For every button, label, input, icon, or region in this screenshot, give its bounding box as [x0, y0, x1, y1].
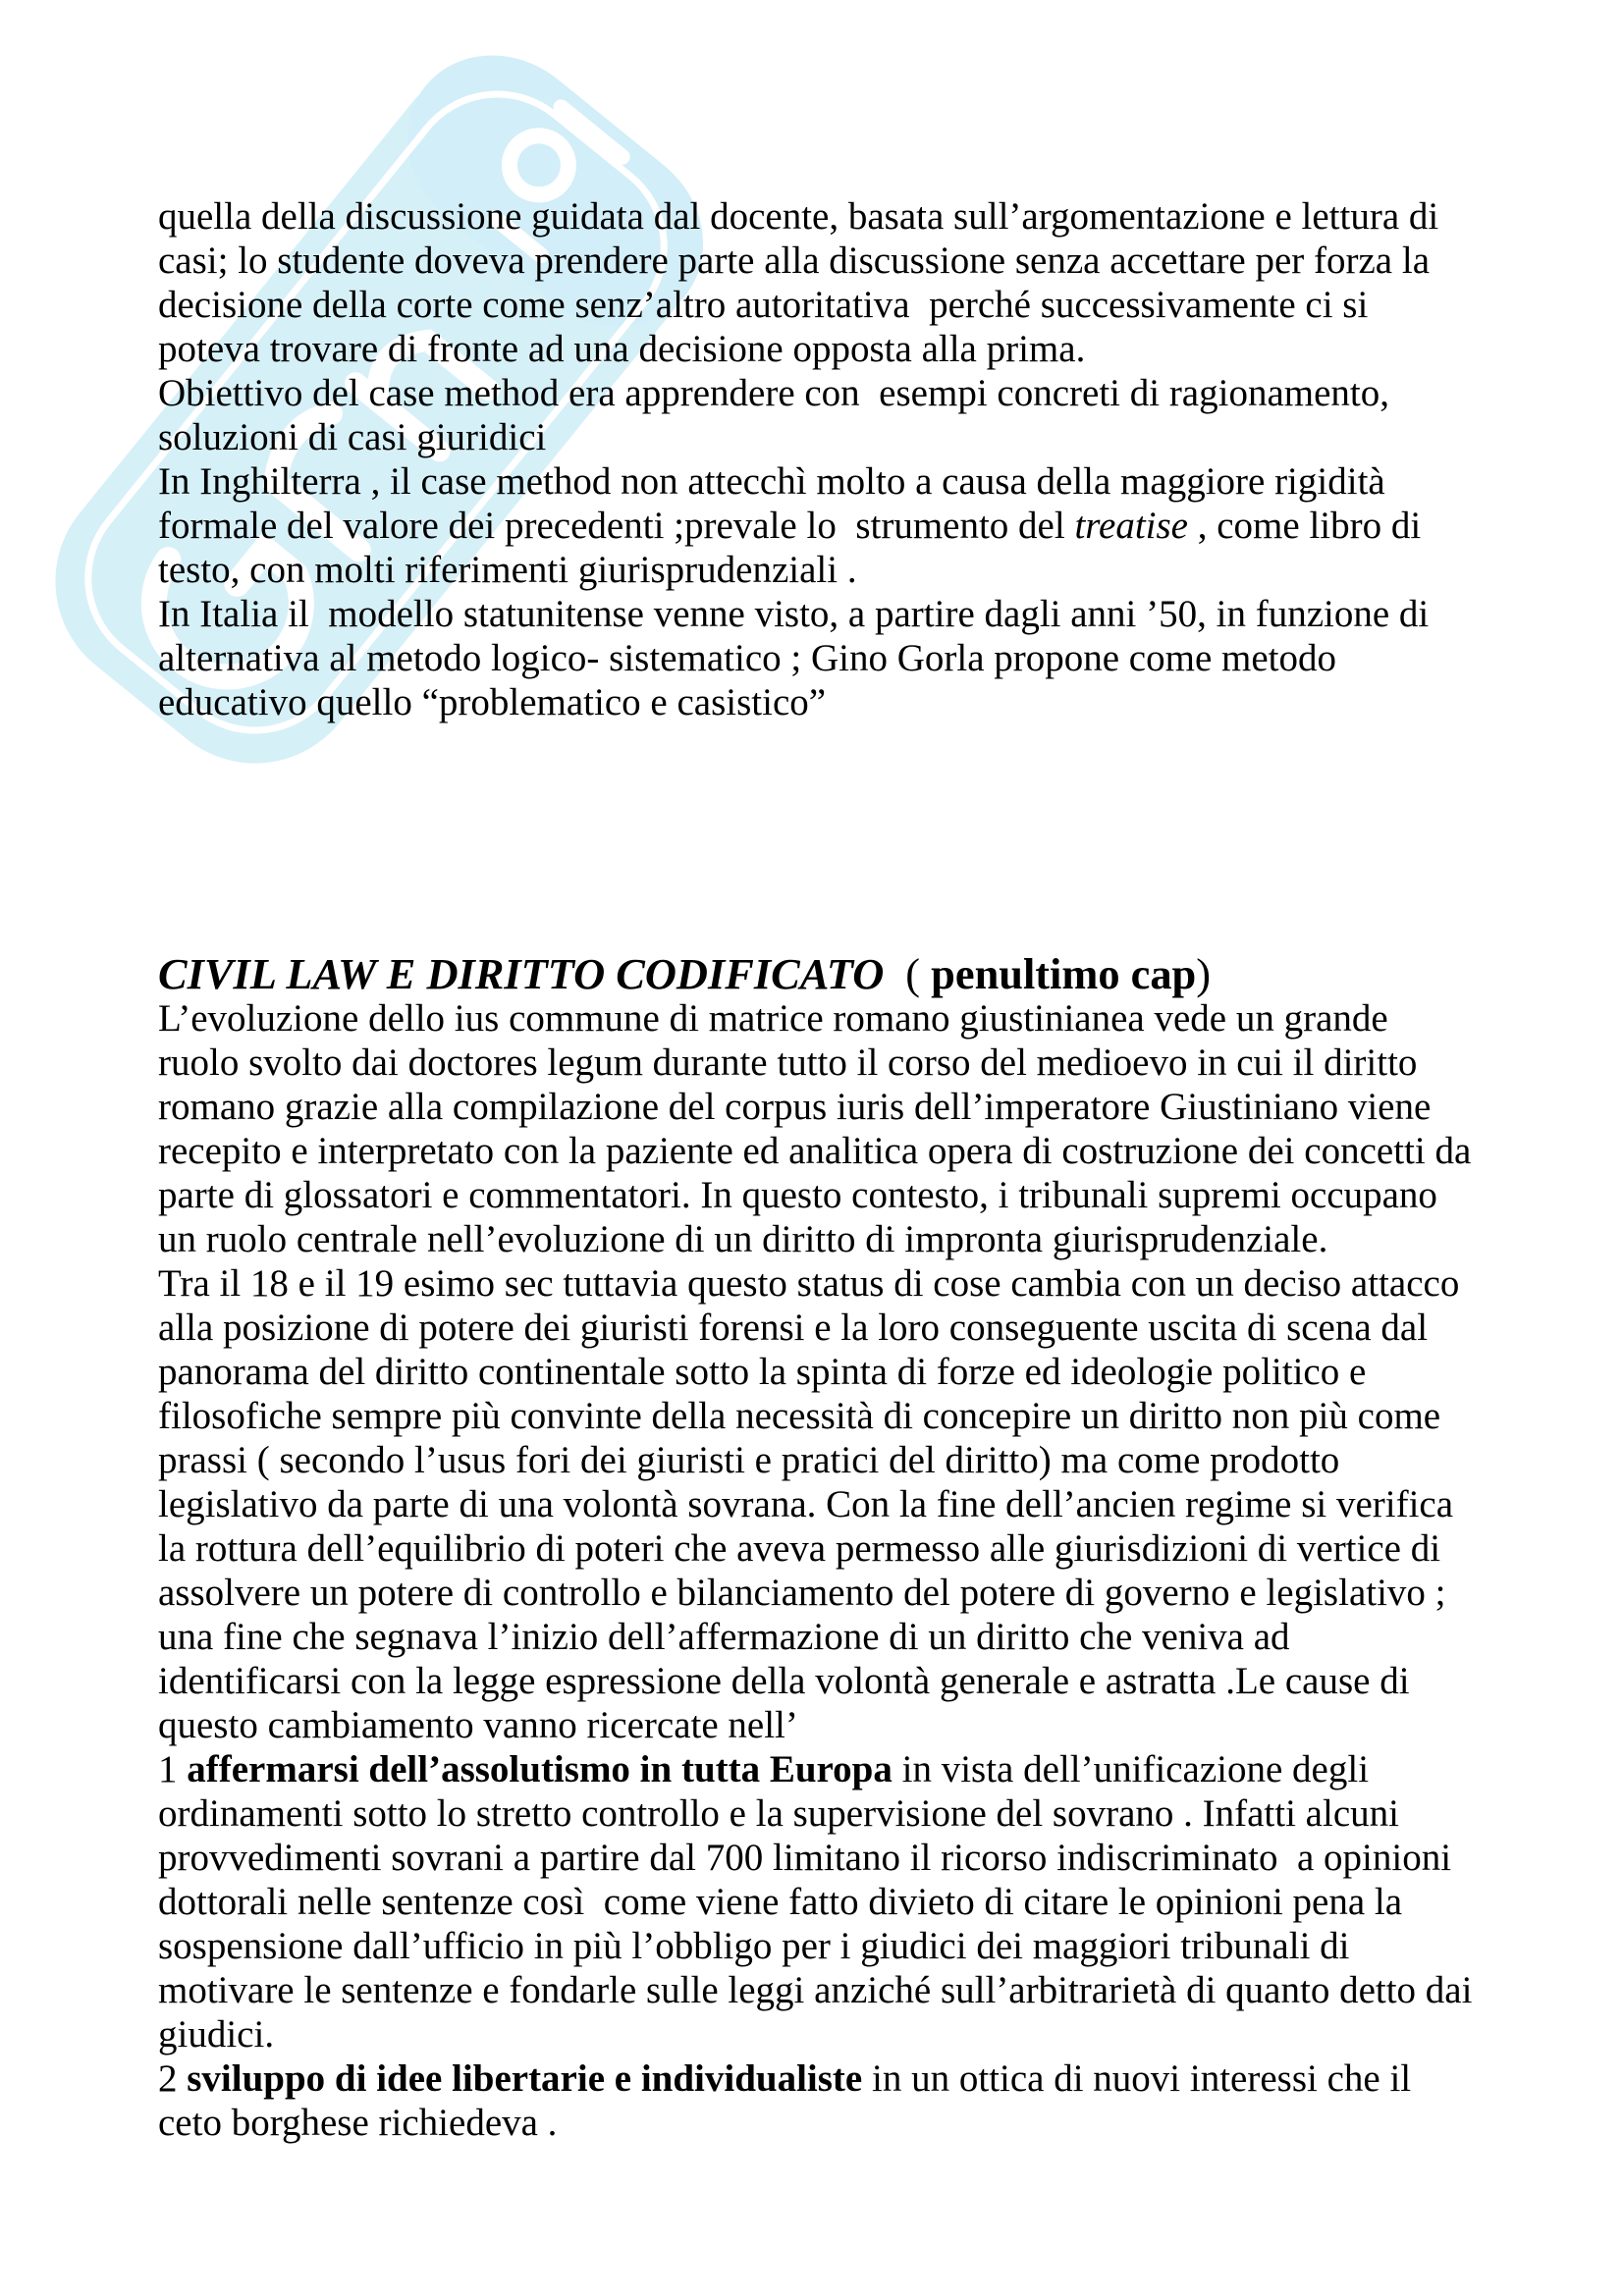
- text-line: giudici.: [158, 2013, 275, 2056]
- text-segment: formale del valore dei precedenti ;prevale lo strumento del: [158, 505, 1075, 547]
- text-line: alternativa al metodo logico- sistematico ; Gino Gorla propone come metodo: [158, 637, 1336, 679]
- text-line: Obiettivo del case method era apprendere con esempi concreti di ragionamento,: [158, 372, 1389, 414]
- text-line: parte di glossatori e commentatori. In questo contesto, i tribunali supremi occupano: [158, 1174, 1437, 1216]
- text-line: filosofiche sempre più convinte della necessità di concepire un diritto non più come: [158, 1395, 1441, 1437]
- text-line: provvedimenti sovrani a partire dal 700 limitano il ricorso indiscriminato a opinioni: [158, 1837, 1452, 1879]
- text-line: assolvere un potere di controllo e bilanciamento del potere di governo e legislativo ;: [158, 1572, 1446, 1614]
- text-line: [158, 504, 1438, 548]
- text-line: motivare le sentenze e fondarle sulle leggi anziché sull’arbitrarietà di quanto detto dai: [158, 1969, 1473, 2011]
- bold-phrase: affermarsi dell’assolutismo in tutta Europa: [187, 1748, 893, 1790]
- text-line: prassi ( secondo l’usus fori dei giuristi e pratici del diritto) ma come prodotto: [158, 1439, 1340, 1481]
- section-heading: [158, 949, 1211, 998]
- text-line: un ruolo centrale nell’evoluzione di un diritto di impronta giurisprudenziale.: [158, 1218, 1328, 1260]
- text-line: testo, con molti riferimenti giurisprudenziali .: [158, 549, 857, 591]
- text-line: [158, 2056, 1472, 2101]
- text-line: una fine che segnava l’inizio dell’affermazione di un diritto che veniva ad: [158, 1616, 1290, 1658]
- bold-phrase: sviluppo di idee libertarie e individualiste: [187, 2057, 863, 2100]
- text-line: ordinamenti sotto lo stretto controllo e la supervisione del sovrano . Infatti alcuni: [158, 1792, 1399, 1835]
- text-line: recepito e interpretato con la paziente ed analitica opera di costruzione dei concetti da: [158, 1130, 1472, 1172]
- text-line: quella della discussione guidata dal docente, basata sull’argomentazione e lettura di: [158, 195, 1439, 238]
- list-number: 1: [158, 1748, 188, 1790]
- list-number: 2: [158, 2057, 188, 2100]
- text-line: In Italia il modello statunitense venne visto, a partire dagli anni ’50, in funzione di: [158, 593, 1430, 635]
- text-line: panorama del diritto continentale sotto la spinta di forze ed ideologie politico e: [158, 1351, 1367, 1393]
- text-line: questo cambiamento vanno ricercate nell’: [158, 1704, 798, 1746]
- text-line: identificarsi con la legge espressione della volontà generale e astratta .Le cause di: [158, 1660, 1410, 1702]
- text-line: la rottura dell’equilibrio di poteri che aveva permesso alle giurisdizioni di vertice di: [158, 1527, 1441, 1570]
- section-body: [158, 996, 1472, 2145]
- text-segment: in vista dell’unificazione degli: [892, 1748, 1370, 1790]
- text-line: L’evoluzione dello ius commune di matrice romano giustinianea vede un grande: [158, 997, 1388, 1040]
- heading-note-open: (: [905, 949, 932, 998]
- text-line: decisione della corte come senz’altro autoritativa perché successivamente ci si: [158, 284, 1369, 326]
- section-title: CIVIL LAW E DIRITTO CODIFICATO: [158, 949, 885, 998]
- text-line: In Inghilterra , il case method non attecchì molto a causa della maggiore rigidità: [158, 460, 1385, 503]
- text-line: educativo quello “problematico e casistico”: [158, 681, 827, 723]
- text-line: [158, 1747, 1472, 1791]
- text-line: dottorali nelle sentenze così come viene fatto divieto di citare le opinioni pena la: [158, 1881, 1403, 1923]
- text-line: sospensione dall’ufficio in più l’obbligo per i giudici dei maggiori tribunali di: [158, 1925, 1350, 1967]
- text-line: ruolo svolto dai doctores legum durante tutto il corso del medioevo in cui il diritto: [158, 1041, 1418, 1084]
- heading-note: penultimo cap: [931, 949, 1197, 998]
- italic-term: treatise: [1074, 505, 1188, 547]
- text-line: legislativo da parte di una volontà sovrana. Con la fine dell’ancien regime si verifica: [158, 1483, 1454, 1525]
- text-line: ceto borghese richiedeva .: [158, 2102, 558, 2144]
- text-line: romano grazie alla compilazione del corpus iuris dell’imperatore Giustiniano viene: [158, 1086, 1432, 1128]
- text-line: alla posizione di potere dei giuristi forensi e la loro conseguente uscita di scena dal: [158, 1307, 1429, 1349]
- text-line: poteva trovare di fronte ad una decisione opposta alla prima.: [158, 328, 1086, 370]
- text-segment: in un ottica di nuovi interessi che il: [862, 2057, 1412, 2100]
- text-line: casi; lo studente doveva prendere parte alla discussione senza accettare per forza la: [158, 240, 1431, 282]
- text-segment: , come libro di: [1188, 505, 1422, 547]
- heading-note-close: ): [1196, 949, 1212, 998]
- intro-paragraphs: [158, 194, 1438, 724]
- text-line: Tra il 18 e il 19 esimo sec tuttavia questo status di cose cambia con un deciso attacco: [158, 1262, 1460, 1305]
- text-line: soluzioni di casi giuridici: [158, 416, 547, 458]
